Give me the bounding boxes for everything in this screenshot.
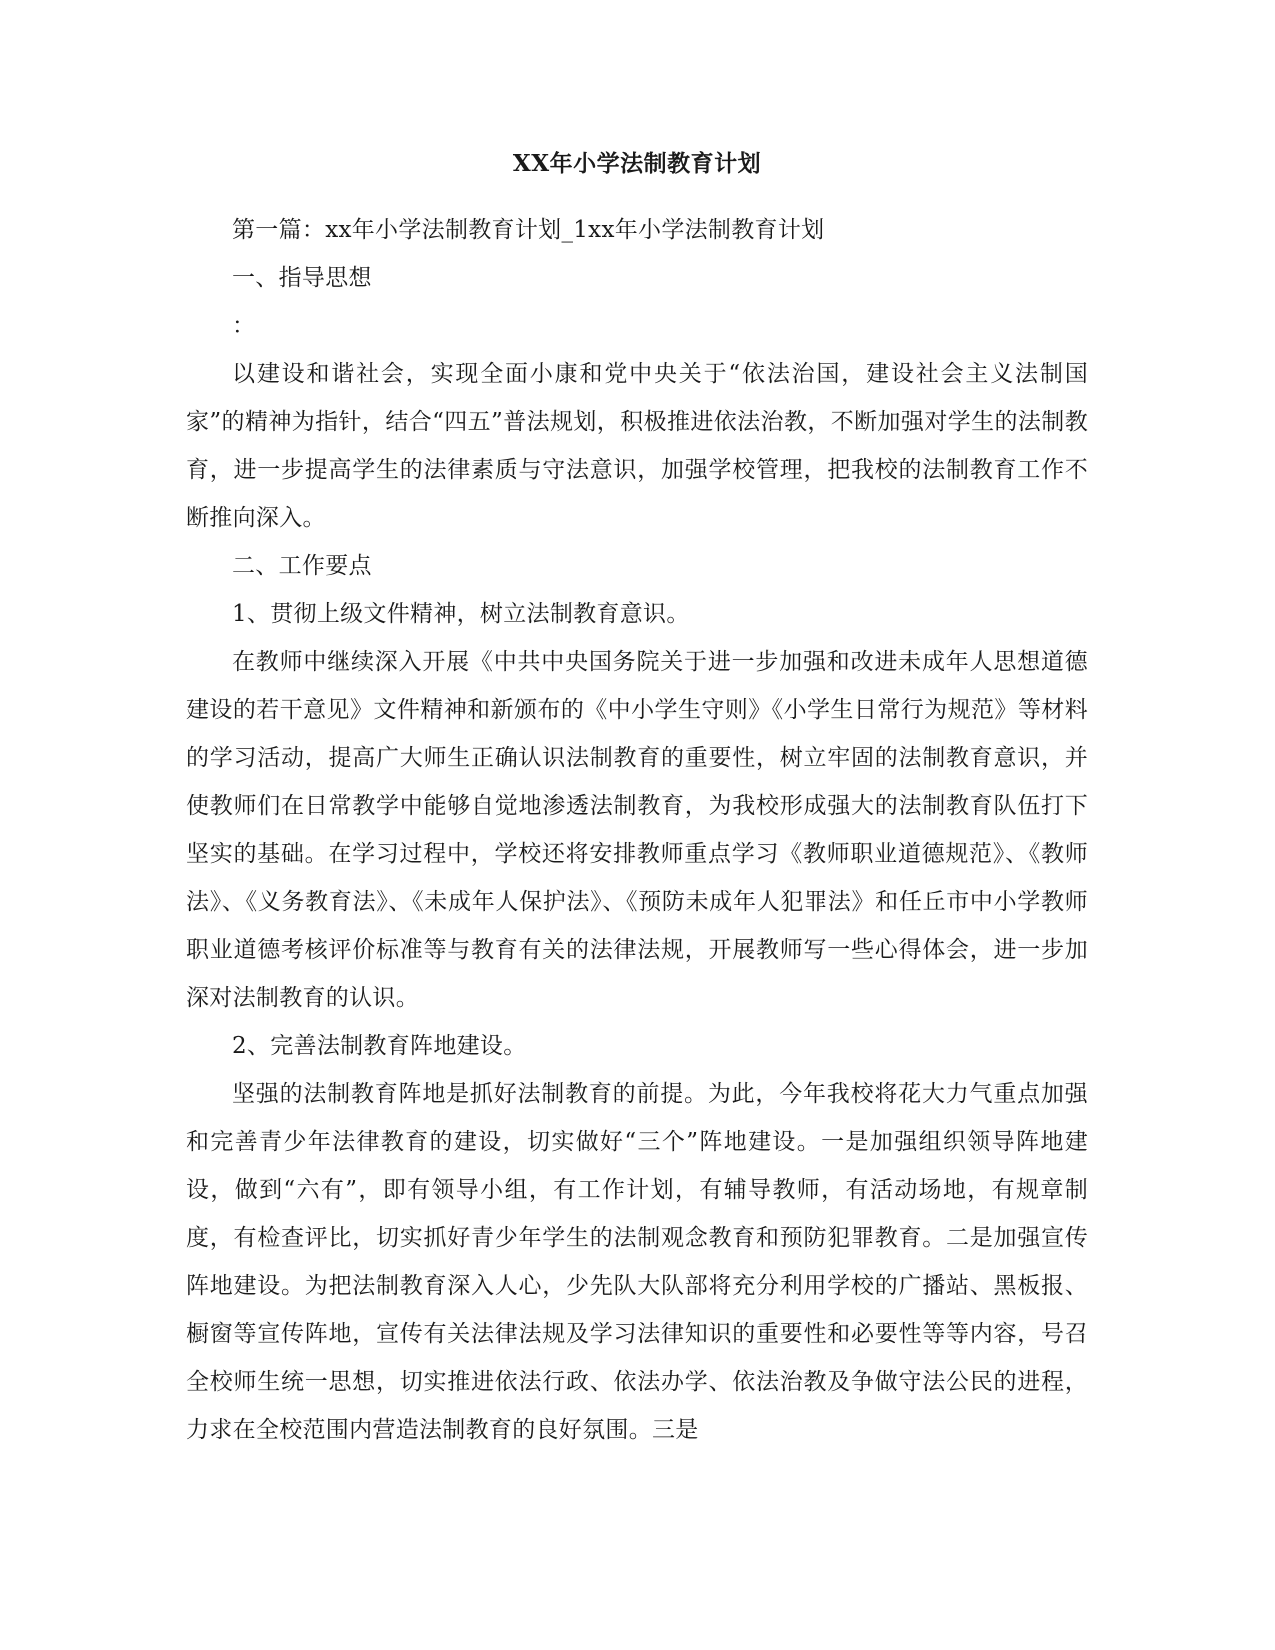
item-heading-1: 1、贯彻上级文件精神，树立法制教育意识。 bbox=[232, 601, 690, 627]
colon-line: ： bbox=[232, 313, 256, 339]
paragraph-item-2: 坚强的法制教育阵地是抓好法制教育的前提。为此，今年我校将花大力气重点加强和完善青少年法律教育的建设，切实做好“三个”阵地建设。一是加强组织领导阵地建设，做到“六有”，即有领导小组，有工作计划，有辅导教师，有活动场地，有规章制度，有检查评比，切实抓好青少年学生的法制观念教育和预防犯罪教育。二是加强宣传阵地建设。为把法制教育深入人心，少先队大队部将充分利用学校的广播站、黑板报、橱窗等宣传阵地，宣传有关法律法规及学习法律知识的重要性和必要性等等内容，号召全校师生统一思想，切实推进依法行政、依法办学、依法治教及争做守法公民的进程，力求在全校范围内营造法制教育的良好氛围。三是 bbox=[186, 1081, 1088, 1443]
paragraph-item-1: 在教师中继续深入开展《中共中央国务院关于进一步加强和改进未成年人思想道德建设的若干意见》文件精神和新颁布的《中小学生守则》《小学生日常行为规范》等材料的学习活动，提高广大师生正确认识法制教育的重要性，树立牢固的法制教育意识，并使教师们在日常教学中能够自觉地渗透法制教育，为我校形成强大的法制教育队伍打下坚实的基础。在学习过程中，学校还将安排教师重点学习《教师职业道德规范》、《教师法》、《义务教育法》、《未成年人保护法》、《预防未成年人犯罪法》和任丘市中小学教师职业道德考核评价标准等与教育有关的法律法规，开展教师写一些心得体会，进一步加深对法制教育的认识。 bbox=[186, 649, 1088, 1011]
section-heading-work-points: 二、工作要点 bbox=[232, 553, 372, 579]
paragraph-guiding-ideology: 以建设和谐社会，实现全面小康和党中央关于“依法治国，建设社会主义法制国家”的精神为指针，结合“四五”普法规划，积极推进依法治教，不断加强对学生的法制教育，进一步提高学生的法律素质与守法意识，加强学校管理，把我校的法制教育工作不断推向深入。 bbox=[186, 361, 1088, 531]
section-heading-guiding-ideology: 一、指导思想 bbox=[232, 265, 372, 291]
item-heading-2: 2、完善法制教育阵地建设。 bbox=[232, 1033, 527, 1059]
document-title: XX年小学法制教育计划 bbox=[512, 150, 762, 177]
chapter-heading: 第一篇：xx年小学法制教育计划_1xx年小学法制教育计划 bbox=[232, 217, 825, 243]
document-page bbox=[186, 140, 1088, 1454]
